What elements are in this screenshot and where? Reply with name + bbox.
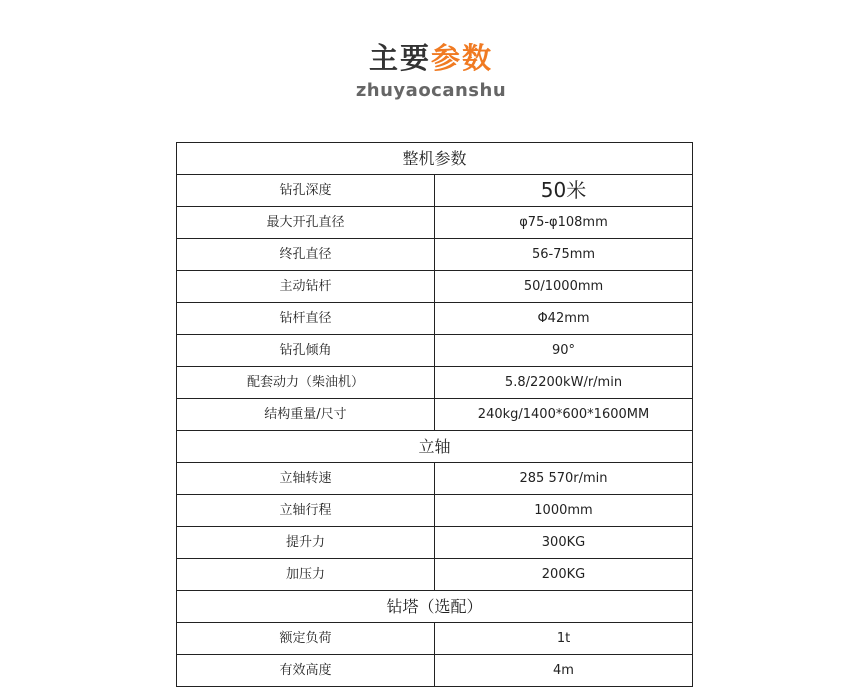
- row-value-drill-rod-diameter: Φ42mm: [435, 303, 693, 335]
- row-label-power: 配套动力（柴油机）: [177, 367, 435, 399]
- row-value-lifting-force: 300KG: [435, 527, 693, 559]
- table-row: [177, 207, 693, 239]
- table-row: [177, 399, 693, 431]
- spec-table: [176, 142, 693, 687]
- row-label-effective-height: 有效高度: [177, 655, 435, 687]
- row-label-weight-size: 结构重量/尺寸: [177, 399, 435, 431]
- row-label-drill-rod-diameter: 钻杆直径: [177, 303, 435, 335]
- table-row: [177, 463, 693, 495]
- page-subtitle: zhuyaocanshu: [355, 80, 507, 101]
- table-row: [177, 367, 693, 399]
- row-value-weight-size: 240kg/1400*600*1600MM: [435, 399, 693, 431]
- row-value-final-hole-diameter: 56-75mm: [435, 239, 693, 271]
- row-label-final-hole-diameter: 终孔直径: [177, 239, 435, 271]
- page-title-part1: 主要: [368, 41, 431, 75]
- section-header-row: [177, 591, 693, 623]
- row-label-drilling-angle: 钻孔倾角: [177, 335, 435, 367]
- table-row: [177, 175, 693, 207]
- section-title-spindle: 立轴: [177, 431, 693, 463]
- row-label-max-opening-diameter: 最大开孔直径: [177, 207, 435, 239]
- table-row: [177, 559, 693, 591]
- row-value-drilling-depth: 50米: [435, 175, 693, 207]
- section-title-overall: 整机参数: [177, 143, 693, 175]
- table-row: [177, 527, 693, 559]
- section-title-tower: 钻塔（选配）: [177, 591, 693, 623]
- row-value-power: 5.8/2200kW/r/min: [435, 367, 693, 399]
- table-row: [177, 335, 693, 367]
- row-label-pressure-force: 加压力: [177, 559, 435, 591]
- row-label-spindle-speed: 立轴转速: [177, 463, 435, 495]
- row-value-drilling-angle: 90°: [435, 335, 693, 367]
- page-title: [0, 38, 862, 78]
- table-row: [177, 303, 693, 335]
- row-value-spindle-speed: 285 570r/min: [435, 463, 693, 495]
- row-label-lifting-force: 提升力: [177, 527, 435, 559]
- row-value-active-drill-rod: 50/1000mm: [435, 271, 693, 303]
- row-label-active-drill-rod: 主动钻杆: [177, 271, 435, 303]
- row-value-spindle-stroke: 1000mm: [435, 495, 693, 527]
- row-value-pressure-force: 200KG: [435, 559, 693, 591]
- table-row: [177, 271, 693, 303]
- table-row: [177, 495, 693, 527]
- section-header-row: [177, 143, 693, 175]
- row-value-max-opening-diameter: φ75-φ108mm: [435, 207, 693, 239]
- table-row: [177, 655, 693, 687]
- row-label-rated-load: 额定负荷: [177, 623, 435, 655]
- table-row: [177, 623, 693, 655]
- row-value-effective-height: 4m: [435, 655, 693, 687]
- row-label-drilling-depth: 钻孔深度: [177, 175, 435, 207]
- section-header-row: [177, 431, 693, 463]
- row-value-rated-load: 1t: [435, 623, 693, 655]
- page-header: [0, 38, 862, 102]
- row-label-spindle-stroke: 立轴行程: [177, 495, 435, 527]
- page-title-part2: 参数: [431, 41, 494, 75]
- table-row: [177, 239, 693, 271]
